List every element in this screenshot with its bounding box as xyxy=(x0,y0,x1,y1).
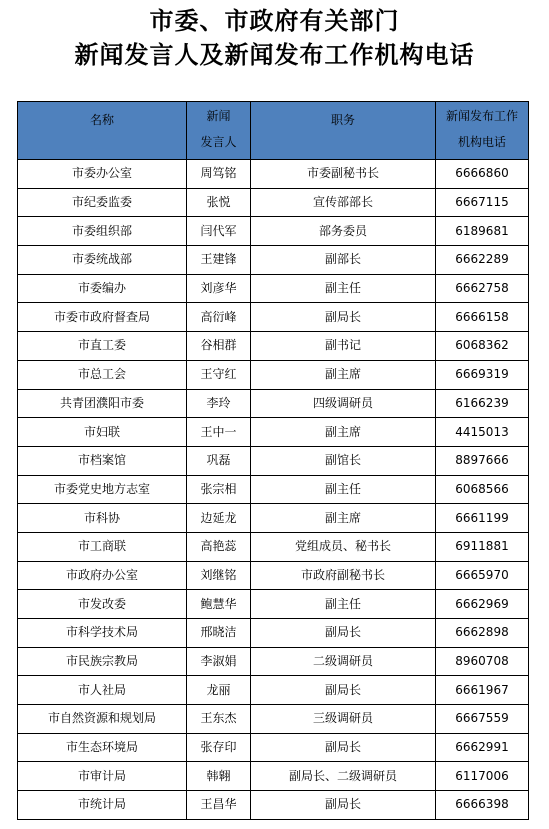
cell-position: 副局长 xyxy=(251,791,436,820)
cell-name: 市审计局 xyxy=(18,762,187,791)
table-row xyxy=(18,360,529,389)
cell-name: 市档案馆 xyxy=(18,446,187,475)
table-row xyxy=(18,705,529,734)
cell-position: 副书记 xyxy=(251,332,436,361)
cell-name: 市委统战部 xyxy=(18,246,187,275)
cell-name: 市委编办 xyxy=(18,274,187,303)
table-row xyxy=(18,619,529,648)
cell-phone: 6666860 xyxy=(436,160,529,189)
cell-position: 三级调研员 xyxy=(251,705,436,734)
cell-speaker: 龙丽 xyxy=(187,676,251,705)
table-row xyxy=(18,676,529,705)
cell-speaker: 鲍慧华 xyxy=(187,590,251,619)
cell-phone: 6662758 xyxy=(436,274,529,303)
table-row xyxy=(18,647,529,676)
cell-name: 市发改委 xyxy=(18,590,187,619)
cell-name: 市科学技术局 xyxy=(18,619,187,648)
cell-position: 副局长 xyxy=(251,733,436,762)
table-row xyxy=(18,532,529,561)
cell-position: 副主任 xyxy=(251,590,436,619)
cell-name: 市科协 xyxy=(18,504,187,533)
cell-name: 市生态环境局 xyxy=(18,733,187,762)
cell-position: 副主席 xyxy=(251,418,436,447)
table-row xyxy=(18,446,529,475)
cell-position: 副局长 xyxy=(251,676,436,705)
cell-position: 宣传部部长 xyxy=(251,188,436,217)
header-phone-line-2: 机构电话 xyxy=(457,135,506,149)
cell-phone: 6661199 xyxy=(436,504,529,533)
cell-name: 市委办公室 xyxy=(18,160,187,189)
cell-phone: 8897666 xyxy=(436,446,529,475)
cell-speaker: 张存印 xyxy=(187,733,251,762)
table-row xyxy=(18,418,529,447)
cell-phone: 4415013 xyxy=(436,418,529,447)
cell-speaker: 李玲 xyxy=(187,389,251,418)
header-name-label: 名称 xyxy=(89,113,114,127)
cell-speaker: 韩翱 xyxy=(187,762,251,791)
header-phone xyxy=(436,102,529,160)
cell-name: 市妇联 xyxy=(18,418,187,447)
cell-phone: 8960708 xyxy=(436,647,529,676)
cell-position: 副馆长 xyxy=(251,446,436,475)
cell-position: 副局长 xyxy=(251,619,436,648)
cell-speaker: 王建锋 xyxy=(187,246,251,275)
header-position xyxy=(251,102,436,160)
cell-position: 副局长 xyxy=(251,303,436,332)
cell-speaker: 巩磊 xyxy=(187,446,251,475)
cell-name: 市民族宗教局 xyxy=(18,647,187,676)
cell-phone: 6666158 xyxy=(436,303,529,332)
cell-name: 市自然资源和规划局 xyxy=(18,705,187,734)
header-name xyxy=(18,102,187,160)
cell-position: 副局长、二级调研员 xyxy=(251,762,436,791)
table-row xyxy=(18,791,529,820)
cell-phone: 6068362 xyxy=(436,332,529,361)
cell-name: 市统计局 xyxy=(18,791,187,820)
cell-phone: 6117006 xyxy=(436,762,529,791)
cell-phone: 6669319 xyxy=(436,360,529,389)
cell-phone: 6662969 xyxy=(436,590,529,619)
cell-speaker: 谷相群 xyxy=(187,332,251,361)
cell-position: 二级调研员 xyxy=(251,647,436,676)
table-row xyxy=(18,332,529,361)
cell-phone: 6667115 xyxy=(436,188,529,217)
header-row xyxy=(18,102,529,160)
cell-position: 市委副秘书长 xyxy=(251,160,436,189)
cell-name: 市纪委监委 xyxy=(18,188,187,217)
table-row xyxy=(18,762,529,791)
cell-phone: 6189681 xyxy=(436,217,529,246)
cell-speaker: 王昌华 xyxy=(187,791,251,820)
cell-speaker: 周笃铭 xyxy=(187,160,251,189)
cell-phone: 6662289 xyxy=(436,246,529,275)
cell-name: 共青团濮阳市委 xyxy=(18,389,187,418)
cell-position: 副部长 xyxy=(251,246,436,275)
header-phone-line-1: 新闻发布工作 xyxy=(445,109,518,123)
cell-position: 副主任 xyxy=(251,475,436,504)
cell-speaker: 刘继铭 xyxy=(187,561,251,590)
cell-phone: 6666398 xyxy=(436,791,529,820)
table-row xyxy=(18,160,529,189)
cell-name: 市人社局 xyxy=(18,676,187,705)
cell-phone: 6661967 xyxy=(436,676,529,705)
table-row xyxy=(18,303,529,332)
cell-phone: 6068566 xyxy=(436,475,529,504)
cell-phone: 6665970 xyxy=(436,561,529,590)
cell-speaker: 王东杰 xyxy=(187,705,251,734)
cell-speaker: 边延龙 xyxy=(187,504,251,533)
cell-name: 市委市政府督查局 xyxy=(18,303,187,332)
cell-phone: 6911881 xyxy=(436,532,529,561)
cell-speaker: 高衍峰 xyxy=(187,303,251,332)
document-title xyxy=(0,4,549,72)
cell-name: 市直工委 xyxy=(18,332,187,361)
cell-speaker: 李淑娟 xyxy=(187,647,251,676)
header-position-label: 职务 xyxy=(330,113,355,127)
cell-name: 市工商联 xyxy=(18,532,187,561)
cell-position: 四级调研员 xyxy=(251,389,436,418)
cell-phone: 6662991 xyxy=(436,733,529,762)
header-speaker xyxy=(187,102,251,160)
title-line-1: 市委、市政府有关部门 xyxy=(149,7,400,35)
table-row xyxy=(18,475,529,504)
table-header xyxy=(18,102,529,160)
header-speaker-line-2: 发言人 xyxy=(200,135,237,149)
table-body xyxy=(18,160,529,820)
cell-speaker: 张宗相 xyxy=(187,475,251,504)
title-line-2: 新闻发言人及新闻发布工作机构电话 xyxy=(74,41,475,69)
cell-position: 副主席 xyxy=(251,504,436,533)
cell-speaker: 闫代军 xyxy=(187,217,251,246)
cell-phone: 6667559 xyxy=(436,705,529,734)
cell-position: 副主任 xyxy=(251,274,436,303)
cell-name: 市总工会 xyxy=(18,360,187,389)
table-row xyxy=(18,188,529,217)
cell-name: 市委党史地方志室 xyxy=(18,475,187,504)
table-row xyxy=(18,246,529,275)
table-row xyxy=(18,274,529,303)
cell-name: 市委组织部 xyxy=(18,217,187,246)
table-row xyxy=(18,504,529,533)
cell-position: 党组成员、秘书长 xyxy=(251,532,436,561)
table-row xyxy=(18,733,529,762)
cell-name: 市政府办公室 xyxy=(18,561,187,590)
cell-phone: 6662898 xyxy=(436,619,529,648)
cell-phone: 6166239 xyxy=(436,389,529,418)
cell-speaker: 邢晓洁 xyxy=(187,619,251,648)
table-row xyxy=(18,389,529,418)
cell-position: 市政府副秘书长 xyxy=(251,561,436,590)
cell-position: 副主席 xyxy=(251,360,436,389)
cell-speaker: 王守红 xyxy=(187,360,251,389)
table-row xyxy=(18,561,529,590)
cell-speaker: 张悦 xyxy=(187,188,251,217)
cell-speaker: 高艳蕊 xyxy=(187,532,251,561)
cell-speaker: 刘彦华 xyxy=(187,274,251,303)
cell-speaker: 王中一 xyxy=(187,418,251,447)
table-row xyxy=(18,217,529,246)
header-speaker-line-1: 新闻 xyxy=(206,109,231,123)
spokesperson-table xyxy=(17,101,529,820)
table-row xyxy=(18,590,529,619)
cell-position: 部务委员 xyxy=(251,217,436,246)
